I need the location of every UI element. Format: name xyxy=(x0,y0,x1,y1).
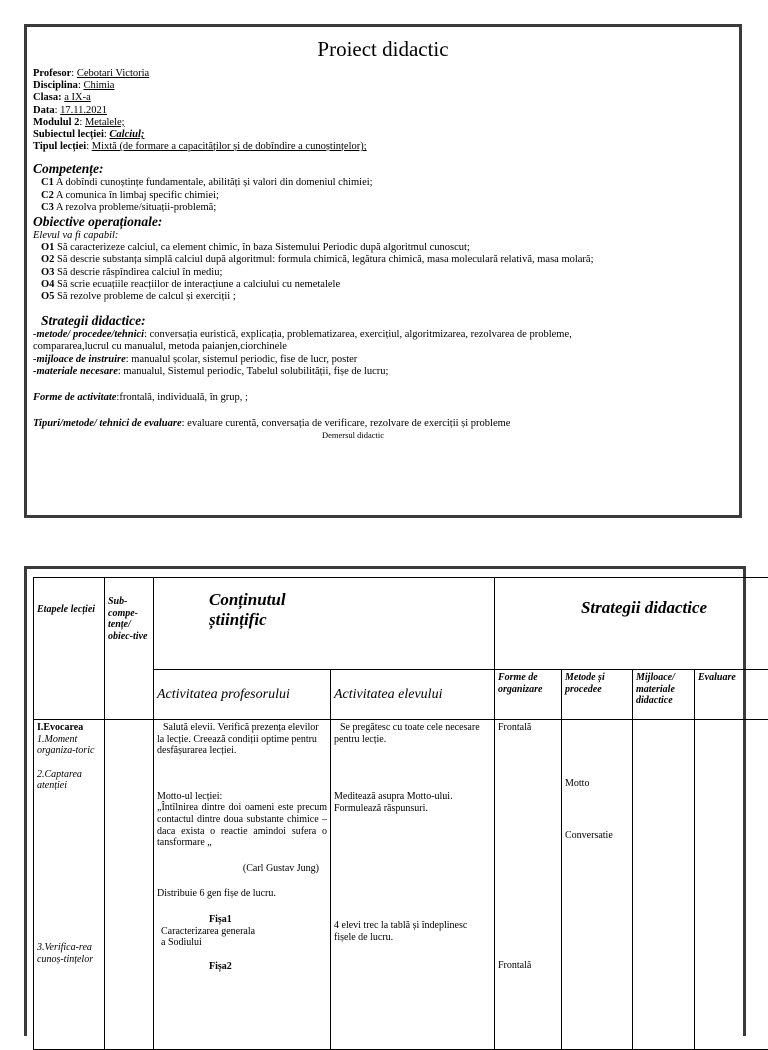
header-elev: Activitatea elevului xyxy=(331,670,495,720)
etapa-captarea: 2.Captarea atenției xyxy=(37,769,101,792)
header-continutul: Conținutul științific xyxy=(154,578,495,670)
tipuri-evaluare: Tipuri/metode/ tehnici de evaluare: evaluare curentă, conversația de verificare, rezolvare de exerciții și probleme xyxy=(33,418,733,430)
elev-mediteaza: Meditează asupra Motto-ului. Formulează răspunsuri. xyxy=(334,791,491,814)
obiectiv-o4: O4 Să scrie ecuațiile reacțiilor de interacțiune a calciului cu nemetalele xyxy=(33,279,733,291)
obiectiv-o3: O3 Să descrie răspîndirea calciul în mediu; xyxy=(33,267,733,279)
header-subcompetente: Sub-compe-tențe/ obiec-tive xyxy=(105,578,154,720)
competenta-c2: C2 A comunica în limbaj specific chimiei; xyxy=(33,190,733,202)
header-mijloace: Mijloace/ materiale didactice xyxy=(633,670,695,720)
cell-elev xyxy=(331,720,495,1050)
cell-forme xyxy=(495,720,562,1050)
header-prof: Activitatea profesorului xyxy=(154,670,331,720)
header-strategii: Strategii didactice xyxy=(495,578,768,670)
obiectiv-o2: O2 Să descrie substanța simplă calciul după algoritmul: formula chimică, legătura chimică, masa moleculară relativă, masa molară; xyxy=(33,254,733,266)
cell-subcompetente xyxy=(105,720,154,1050)
etapa-moment: 1.Moment organiza-toric xyxy=(37,734,101,757)
strategii-materiale: -materiale necesare: manualul, Sistemul periodic, Tabelul solubilității, fișe de lucru; xyxy=(33,366,733,378)
prof-fisa1: Fișa1 xyxy=(157,914,327,926)
forme-frontala-1: Frontală xyxy=(498,722,558,734)
header-etapele: Etapele lecției xyxy=(34,578,105,720)
prof-distribuie: Distribuie 6 gen fișe de lucru. xyxy=(157,888,327,900)
competente-heading: Competențe: xyxy=(33,161,733,177)
metode-motto: Motto xyxy=(565,778,629,790)
header-metode: Metode și procedee xyxy=(562,670,633,720)
cell-mijloace xyxy=(633,720,695,1050)
prof-motto-label: Motto-ul lecției: xyxy=(157,791,327,803)
meta-modulul: Modulul 2: Metalele; xyxy=(33,117,733,129)
obiectiv-o5: O5 Să rezolve probleme de calcul și exerciții ; xyxy=(33,291,733,303)
strategii-metode: -metode/ procedee/tehnici: conversația euristică, explicația, problematizarea, exercițiul, algoritmizarea, rezolvarea de probleme, xyxy=(33,329,733,341)
strategii-heading: Strategii didactice: xyxy=(33,313,733,329)
elev-pregatesc: Se pregătesc cu toate cele necesare pentru lecție. xyxy=(334,722,491,745)
meta-block xyxy=(33,68,733,153)
obiectiv-o1: O1 Să caracterizeze calciul, ca element chimic, în baza Sistemului Periodic după algoritmul cunoscut; xyxy=(33,242,733,254)
competenta-c1: C1 A dobîndi cunoștințe fundamentale, abilități și valori din domeniul chimiei; xyxy=(33,177,733,189)
forme-frontala-2: Frontală xyxy=(498,960,558,972)
lesson-table xyxy=(33,577,768,1050)
strategii-mijloace: -mijloace de instruire: manualul școlar, sistemul periodic, fise de lucr, poster xyxy=(33,354,733,366)
metode-conversatie: Conversatie xyxy=(565,830,629,842)
meta-subiectul: Subiectul lecției: Calciul; xyxy=(33,129,733,141)
meta-tipul: Tipul lecției: Mixtă (de formare a capacităților și de dobîndire a cunoștințelor); xyxy=(33,141,733,153)
elevul-text: Elevul va fi capabil: xyxy=(33,230,733,242)
forme-activitate: Forme de activitate:frontală, individuală, în grup, ; xyxy=(33,392,733,404)
lesson-table-page xyxy=(24,566,746,1036)
cell-metode xyxy=(562,720,633,1050)
header-forme: Forme de organizare xyxy=(495,670,562,720)
competenta-c3: C3 A rezolva probleme/situații-problemă; xyxy=(33,202,733,214)
cell-etape xyxy=(34,720,105,1050)
prof-motto-quote: „Întîlnirea dintre doi oameni este precum contactul dintre doua substante chimice –daca exista o reactie amindoi sufera o tansformare „ xyxy=(157,802,327,848)
elev-tabla: 4 elevi trec la tablă și îndeplinesc fișele de lucru. xyxy=(334,920,491,943)
demersul-didactic: Demersul didactic xyxy=(0,430,733,440)
prof-saluta: Salută elevii. Verifică prezența elevilor la lecție. Creează condiții optime pentru desfășurarea lecției. xyxy=(157,722,327,757)
meta-profesor: Profesor: Cebotari Victoria xyxy=(33,68,733,80)
cell-prof xyxy=(154,720,331,1050)
meta-clasa: Clasa: a IX-a xyxy=(33,92,733,104)
prof-fisa1-text: Caracterizarea generala a Sodiului xyxy=(157,926,261,949)
cell-evaluare xyxy=(695,720,768,1050)
header-evaluare: Evaluare xyxy=(695,670,768,720)
meta-data: Data: 17.11.2021 xyxy=(33,105,733,117)
meta-disciplina: Disciplina: Chimia xyxy=(33,80,733,92)
etapa-verificarea: 3.Verifica-rea cunoș-tințelor xyxy=(37,942,101,965)
prof-motto-author: (Carl Gustav Jung) xyxy=(157,863,327,875)
project-page xyxy=(24,24,742,518)
strategii-metode-cont: compararea,lucrul cu manualul, metoda paianjen,ciorchinele xyxy=(33,341,733,353)
prof-fisa2: Fișa2 xyxy=(157,961,327,973)
etapa-evocarea: I.Evocarea xyxy=(37,722,83,733)
page-title: Proiect didactic xyxy=(33,37,733,62)
obiective-heading: Obiective operaționale: xyxy=(33,214,733,230)
